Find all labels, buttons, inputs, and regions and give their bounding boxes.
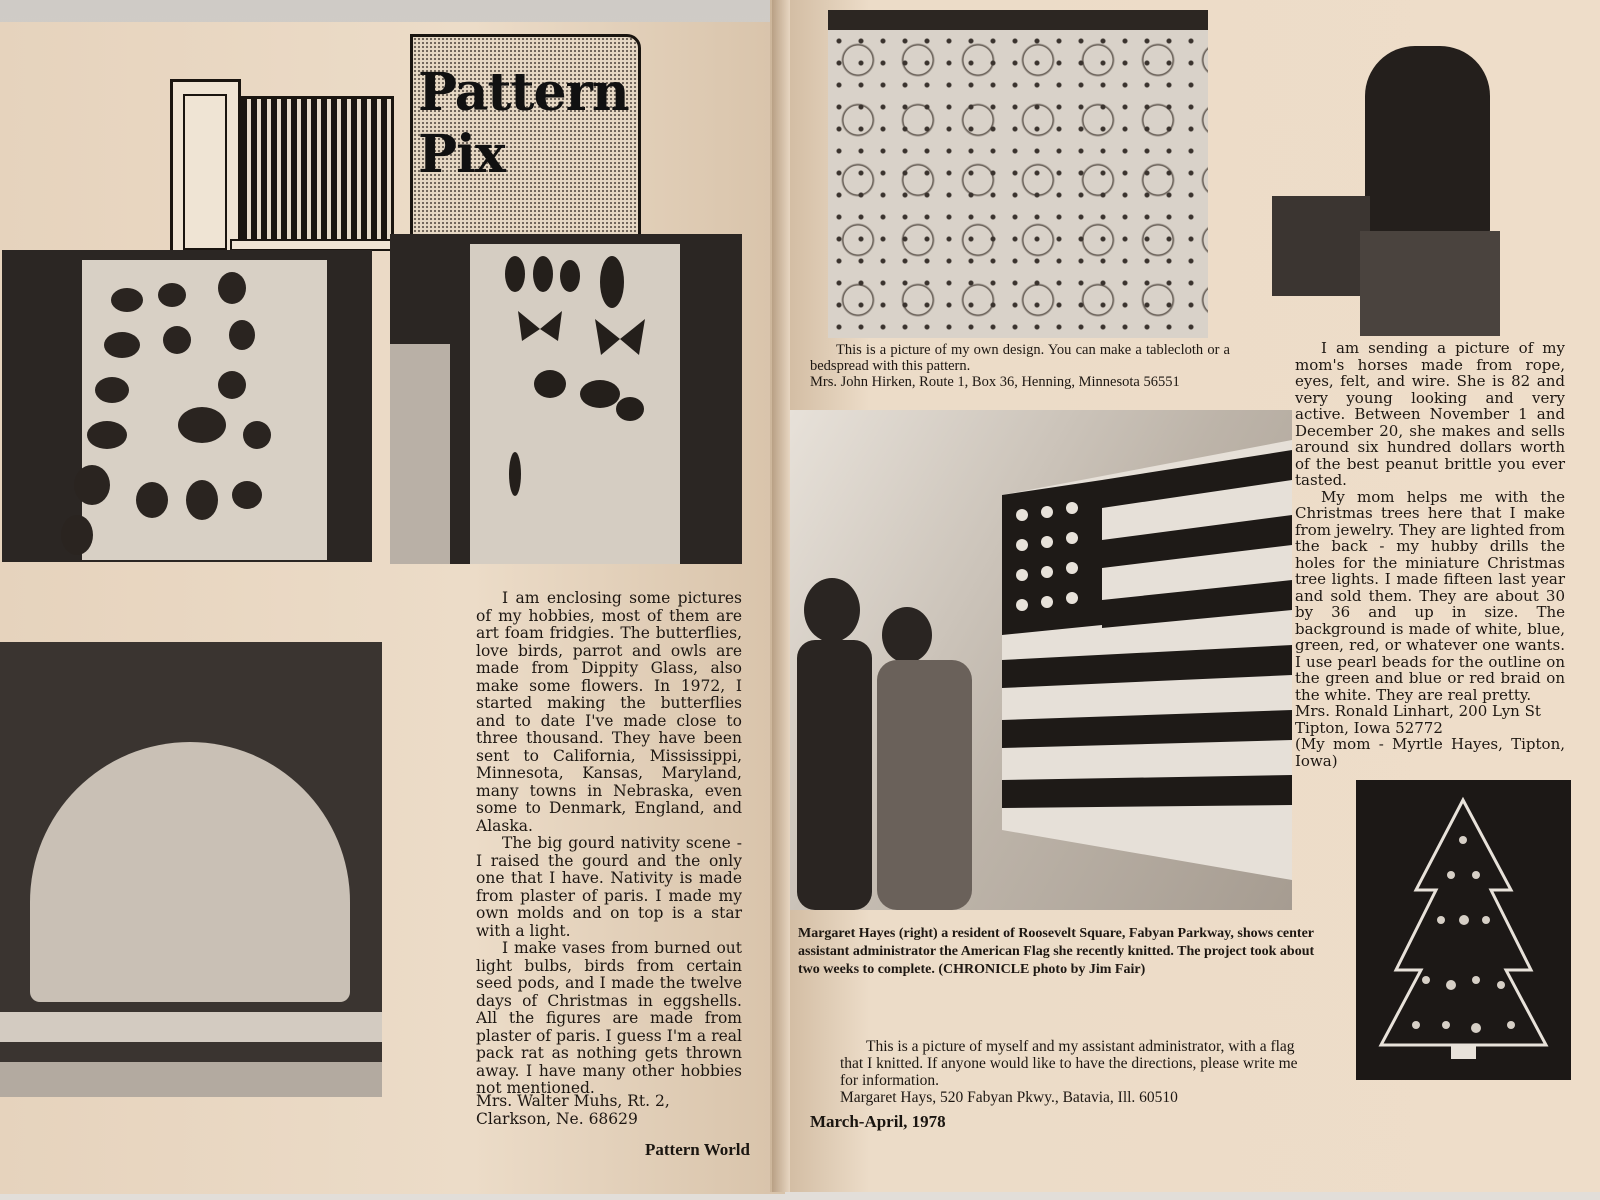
camera-bellows-icon xyxy=(238,96,394,250)
left-article-paragraph: I make vases from burned out light bulbs, birds from certain seed pods, and I made the twelve days of Christmas in eggshells. All the figures are made from plaster of paris. I guess I'm a real pack rat as nothing gets thrown away. I have many other hobbies not mentioned. xyxy=(476,939,742,1097)
pattern-pix-logo xyxy=(170,34,645,264)
right-article xyxy=(1295,340,1565,769)
right-article-signature-line: Mrs. Ronald Linhart, 200 Lyn St xyxy=(1295,702,1541,720)
flag-letter: This is a picture of myself and my assistant administrator, with a flag that I knitted. If anyone would like to have the directions, please write me for information. Margaret Hays, 520 Fabyan Pkwy., Batavia, Ill. 60510 xyxy=(840,1038,1298,1106)
title-line-1: Pattern xyxy=(418,62,629,123)
left-page xyxy=(0,22,785,1194)
photo-jewelry-christmas-tree xyxy=(1356,780,1571,1080)
flag-caption: Margaret Hayes (right) a resident of Roosevelt Square, Fabyan Parkway, shows center assistant administrator the American Flag she recently knitted. The project took about two weeks to complete. (CHRONICLE photo by Jim Fair) xyxy=(798,926,1315,977)
footer-left: Pattern World xyxy=(645,1140,750,1159)
tablecloth-caption: This is a picture of my own design. You can make a tablecloth or a bedspread with this pattern. Mrs. John Hirken, Route 1, Box 36, Henning, Minnesota 56551 xyxy=(810,342,1230,390)
left-article xyxy=(476,590,742,1098)
photo-crochet-tablecloth xyxy=(828,10,1208,338)
butterfly-magnets-icon xyxy=(390,234,742,564)
photo-rope-horses xyxy=(1270,46,1500,336)
right-article-paragraph: I am sending a picture of my mom's horses made from rope, eyes, felt, and wire. She is 82 and very young looking and very active. Between November 1 and December 20, she makes and sells around six hundred dollars worth of the best peanut brittle you ever tasted. xyxy=(1295,339,1565,489)
photo-gourd-nativity xyxy=(0,642,382,1097)
right-article-signature-line: Tipton, Iowa 52772 xyxy=(1295,718,1443,737)
american-flag-icon xyxy=(782,410,1292,910)
photo-knitted-flag xyxy=(782,410,1292,910)
left-article-paragraph: I am enclosing some pictures of my hobbies, most of them are art foam fridgies. The butterflies, love birds, parrot and owls are made from Dippity Glass, also make some flowers. In 1972, I started making the butterflies and to date I've made close to three thousand. They have been sent to California, Mississippi, Minnesota, Kansas, Maryland, many towns in Nebraska, even some to Denmark, England, and Alaska. xyxy=(476,589,742,835)
fridge-magnets-icon xyxy=(2,250,372,562)
title-line-2: Pix xyxy=(418,124,505,185)
christmas-tree-icon xyxy=(1356,780,1571,1080)
left-article-signature: Mrs. Walter Muhs, Rt. 2, Clarkson, Ne. 68629 xyxy=(476,1092,670,1128)
right-article-signature-line: (My mom - Myrtle Hayes, Tipton, Iowa) xyxy=(1295,735,1565,770)
right-article-paragraph: My mom helps me with the Christmas trees here that I make from jewelry. They are lighted from the back - my hubby drills the holes for the miniature Christmas tree lights. I made fifteen last year and sold them. They are about 30 by 36 and up in size. The background is made of white, blue, green, red, or whatever one wants. I use pearl beads for the outline on the green and blue or red braid on the white. They are real pretty. xyxy=(1295,487,1565,704)
left-article-paragraph: The big gourd nativity scene - I raised the gourd and the only one that I have. Nativity is made from plaster of paris. I made my own molds and on top is a star with a light. xyxy=(476,834,742,940)
photo-fridge-butterflies xyxy=(390,234,742,564)
footer-right: March-April, 1978 xyxy=(810,1112,946,1131)
page-title xyxy=(418,62,629,186)
book-spine xyxy=(772,0,790,1192)
right-page xyxy=(770,0,1600,1192)
photo-fridge-animals xyxy=(2,250,372,562)
